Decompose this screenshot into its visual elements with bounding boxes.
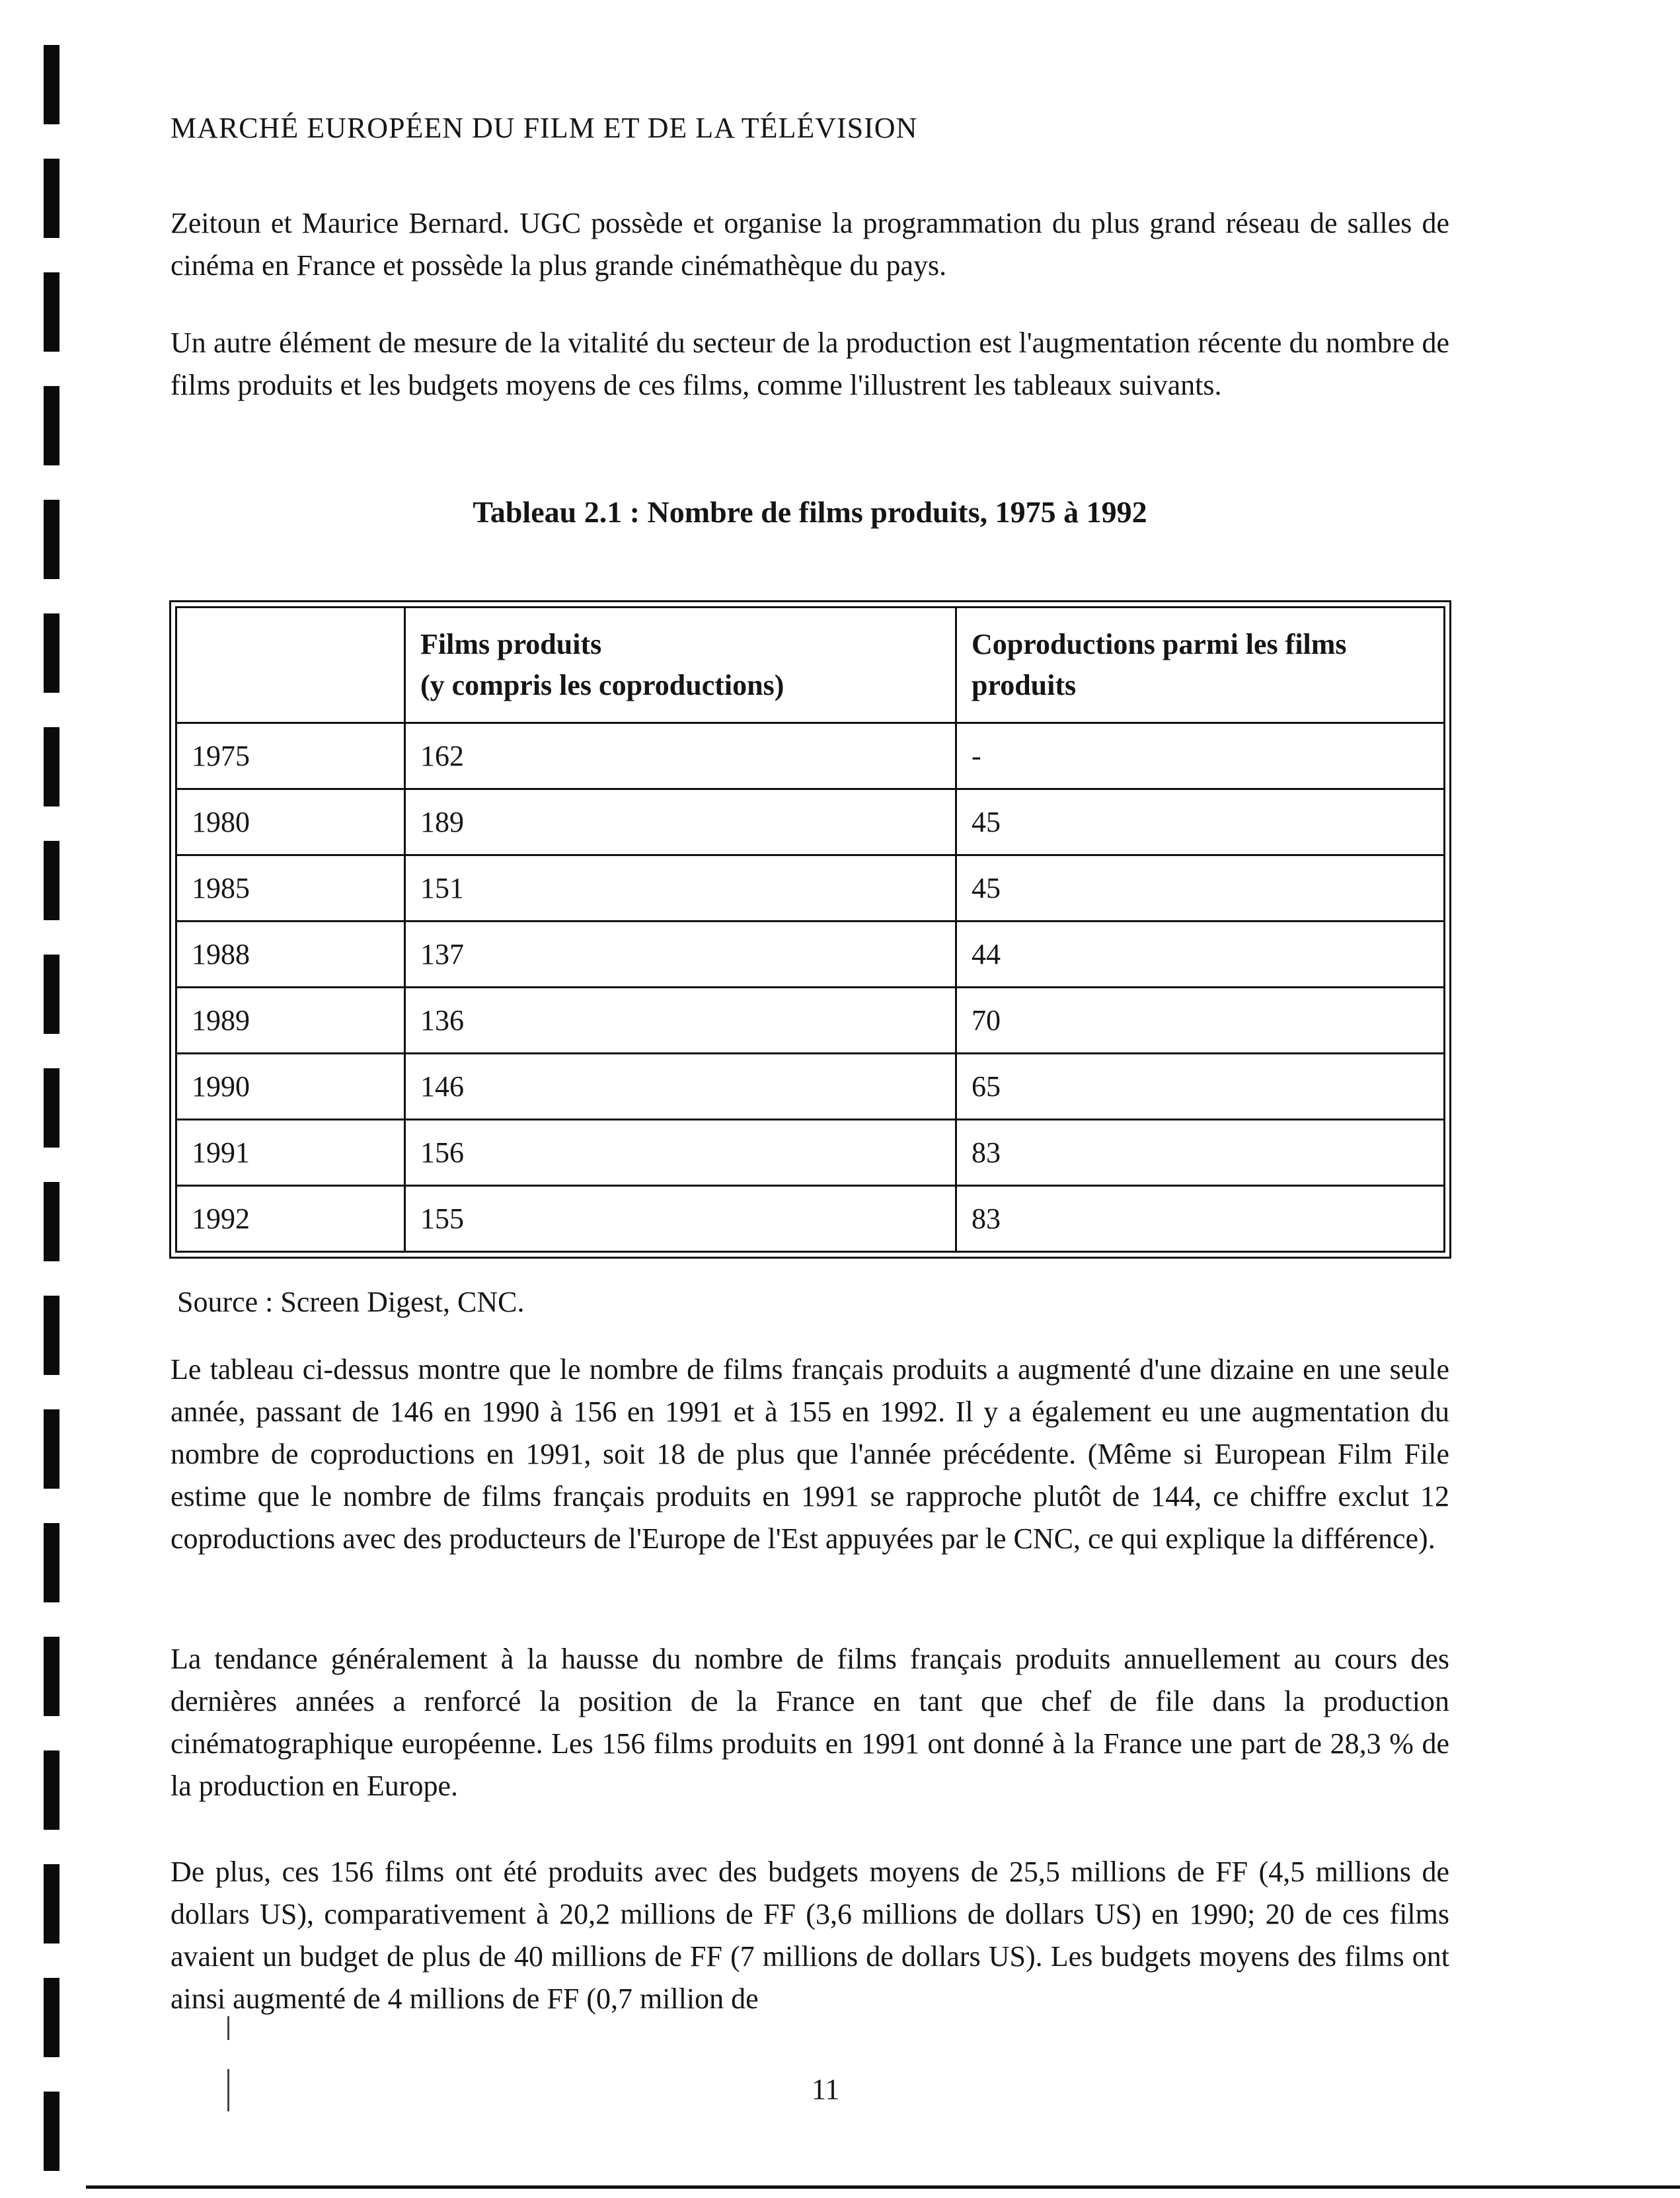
cell-year: 1989: [176, 988, 405, 1054]
films-table: [175, 606, 1445, 1253]
table-row: [176, 1186, 1445, 1252]
cell-year: 1988: [176, 922, 405, 988]
cell-year: 1990: [176, 1054, 405, 1120]
header-year: [176, 608, 405, 723]
table-frame: [169, 600, 1451, 1259]
running-header: MARCHÉ EUROPÉEN DU FILM ET DE LA TÉLÉVISION: [171, 112, 918, 144]
paragraph-intro: Zeitoun et Maurice Bernard. UGC possède et organise la programmation du plus grand réseau de salles de cinéma en France et possède la plus grande cinémathèque du pays.: [171, 207, 1449, 282]
binding-mark: [44, 613, 59, 693]
bottom-edge-rule: [86, 2185, 1680, 2189]
paragraph-analysis: Le tableau ci-dessus montre que le nombre de films français produits a augmenté d'une dizaine en une seule année, passant de 146 en 1990 à 156 en 1991 et à 155 en 1992. Il y a également eu une augmentation du nombre de coproductions en 1991, soit 18 de plus que l'année précédente. (Même si European Film File estime que le nombre de films français produits en 1991 se rapproche plutôt de 144, ce chiffre exclut 12 coproductions avec des producteurs de l'Europe de l'Est appuyées par le CNC, ce qui explique la différence).: [171, 1353, 1449, 1555]
page-number: 11: [812, 2073, 840, 2105]
cell-coprod: 70: [956, 988, 1445, 1054]
paragraph-vitality: Un autre élément de mesure de la vitalité du secteur de la production est l'augmentation récente du nombre de films produits et les budgets moyens de ces films, comme l'illustrent les tableaux suivants.: [171, 327, 1449, 401]
cell-coprod: 44: [956, 922, 1445, 988]
cell-year: 1980: [176, 789, 405, 855]
binding-mark: [44, 1068, 59, 1148]
binding-mark: [44, 2092, 59, 2171]
paragraph-budgets: De plus, ces 156 films ont été produits avec des budgets moyens de 25,5 millions de FF (4,5 millions de dollars US), comparativement à 20,2 millions de FF (3,6 millions de dollars US) en 1990; 20 de ces films avaient un budget de plus de 40 millions de FF (7 millions de dollars US). Les budgets moyens des films ont ainsi augmenté de 4 millions de FF (0,7 million de: [171, 1856, 1449, 2015]
table-source: Source : Screen Digest, CNC.: [177, 1286, 525, 1318]
binding-mark: [44, 1409, 59, 1489]
cell-year: 1985: [176, 855, 405, 922]
header-films-produits: [405, 608, 956, 723]
table-row: [176, 789, 1445, 855]
header-films-line1: Films produits: [420, 628, 602, 660]
header-films-line2: (y compris les coproductions): [420, 669, 784, 701]
cell-coprod: 45: [956, 789, 1445, 855]
table-row: [176, 723, 1445, 789]
cell-coprod: 45: [956, 855, 1445, 922]
table-row: [176, 1054, 1445, 1120]
table-row: [176, 855, 1445, 922]
table-header-row: [176, 608, 1445, 723]
cell-films: 156: [405, 1120, 956, 1186]
paragraph-trend: La tendance généralement à la hausse du nombre de films français produits annuellement au cours des dernières années a renforcé la position de la France en tant que chef de file dans la production cinématographique européenne. Les 156 films produits en 1991 ont donné à la France une part de 28,3 % de la production en Europe.: [171, 1643, 1449, 1802]
binding-mark: [44, 1978, 59, 2057]
binding-mark: [44, 1296, 59, 1375]
table-caption: Tableau 2.1 : Nombre de films produits, 1975 à 1992: [473, 495, 1147, 529]
cell-year: 1975: [176, 723, 405, 789]
header-coproductions: Coproductions parmi les films produits: [956, 608, 1445, 723]
cell-films: 151: [405, 855, 956, 922]
cell-coprod: -: [956, 723, 1445, 789]
binding-mark: [44, 841, 59, 920]
cell-year: 1991: [176, 1120, 405, 1186]
margin-tick: [227, 2069, 229, 2111]
cell-films: 155: [405, 1186, 956, 1252]
binding-marks: [0, 0, 79, 2198]
cell-coprod: 83: [956, 1120, 1445, 1186]
binding-mark: [44, 1523, 59, 1602]
binding-mark: [44, 1182, 59, 1261]
table-row: [176, 1120, 1445, 1186]
binding-mark: [44, 159, 59, 238]
binding-mark: [44, 955, 59, 1034]
binding-mark: [44, 45, 59, 124]
table-row: [176, 922, 1445, 988]
cell-films: 146: [405, 1054, 956, 1120]
margin-tick: [227, 2016, 229, 2040]
table-row: [176, 988, 1445, 1054]
binding-mark: [44, 1637, 59, 1716]
cell-films: 137: [405, 922, 956, 988]
cell-films: 189: [405, 789, 956, 855]
binding-mark: [44, 500, 59, 579]
binding-mark: [44, 1864, 59, 1943]
binding-mark: [44, 727, 59, 806]
cell-coprod: 65: [956, 1054, 1445, 1120]
cell-films: 136: [405, 988, 956, 1054]
cell-year: 1992: [176, 1186, 405, 1252]
binding-mark: [44, 272, 59, 352]
binding-mark: [44, 386, 59, 465]
cell-coprod: 83: [956, 1186, 1445, 1252]
binding-mark: [44, 1750, 59, 1830]
cell-films: 162: [405, 723, 956, 789]
